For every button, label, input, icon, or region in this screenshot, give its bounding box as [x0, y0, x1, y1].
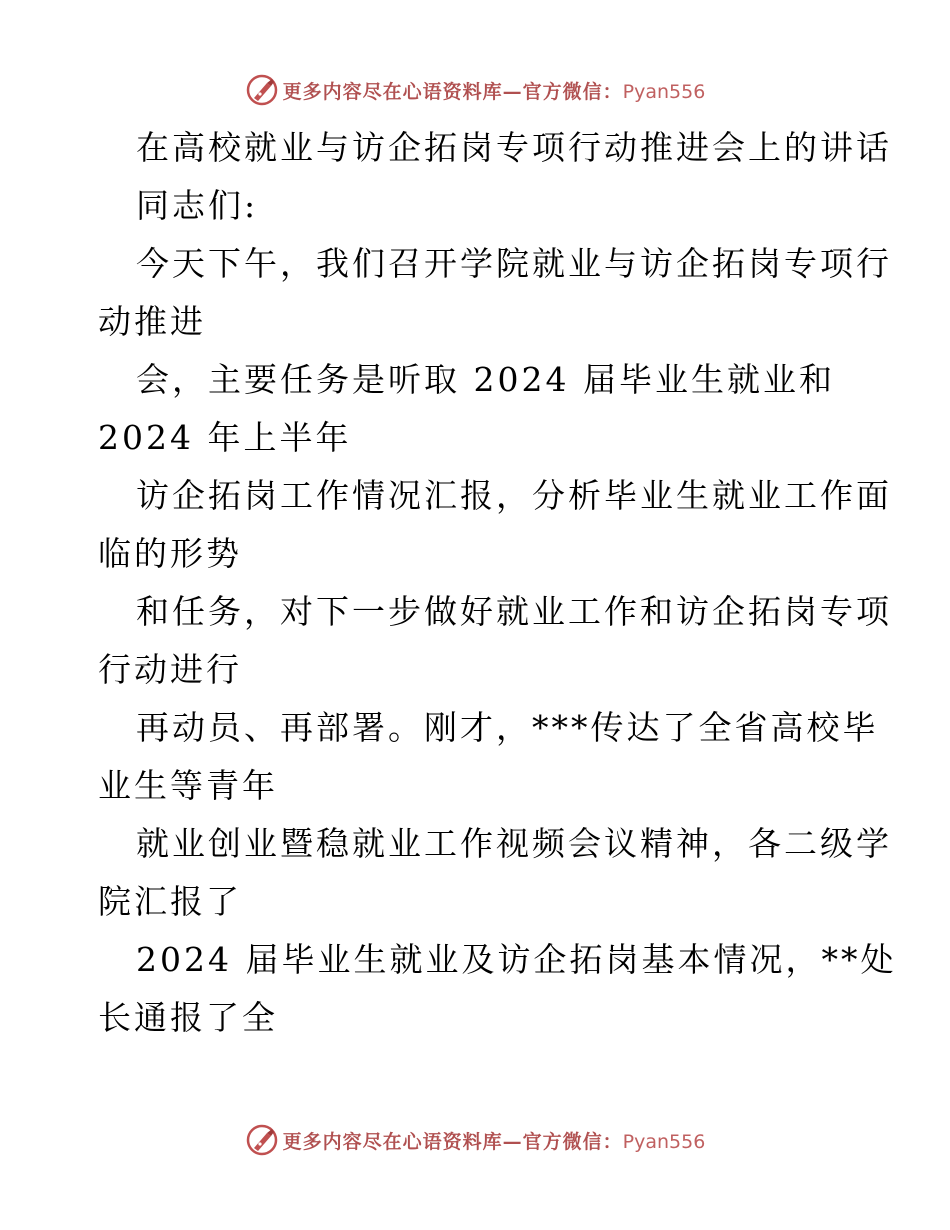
paragraph-line: 会，主要任务是听取 2024 届毕业生就业和: [136, 360, 835, 399]
paragraph-line: 今天下午，我们召开学院就业与访企拓岗专项行: [136, 244, 892, 283]
document-title: 在高校就业与访企拓岗专项行动推进会上的讲话: [136, 128, 892, 167]
pen-nib-logo-icon: [245, 73, 279, 107]
header-watermark: [0, 70, 950, 110]
paragraph-line: 业生等青年: [98, 766, 278, 805]
footer-watermark: [0, 1120, 950, 1160]
paragraph-line: 2024 年上半年: [98, 418, 352, 457]
footer-watermark-text: 更多内容尽在心语资料库—官方微信：Pyan556: [282, 1130, 706, 1153]
paragraph-line: 和任务，对下一步做好就业工作和访企拓岗专项: [136, 592, 892, 631]
salutation: 同志们:: [136, 186, 259, 225]
paragraph-line: 临的形势: [98, 534, 242, 573]
paragraph-line: 2024 届毕业生就业及访企拓岗基本情况，**处: [136, 940, 897, 979]
paragraph-line: 访企拓岗工作情况汇报，分析毕业生就业工作面: [136, 476, 892, 515]
paragraph-line: 院汇报了: [98, 882, 242, 921]
paragraph-line: 再动员、再部署。刚才，***传达了全省高校毕: [136, 708, 879, 747]
paragraph-line: 动推进: [98, 302, 206, 341]
header-watermark-text: 更多内容尽在心语资料库—官方微信：Pyan556: [282, 80, 706, 103]
paragraph-line: 就业创业暨稳就业工作视频会议精神，各二级学: [136, 824, 892, 863]
paragraph-line: 行动进行: [98, 650, 242, 689]
paragraph-line: 长通报了全: [98, 998, 278, 1037]
pen-nib-logo-icon: [245, 1123, 279, 1157]
